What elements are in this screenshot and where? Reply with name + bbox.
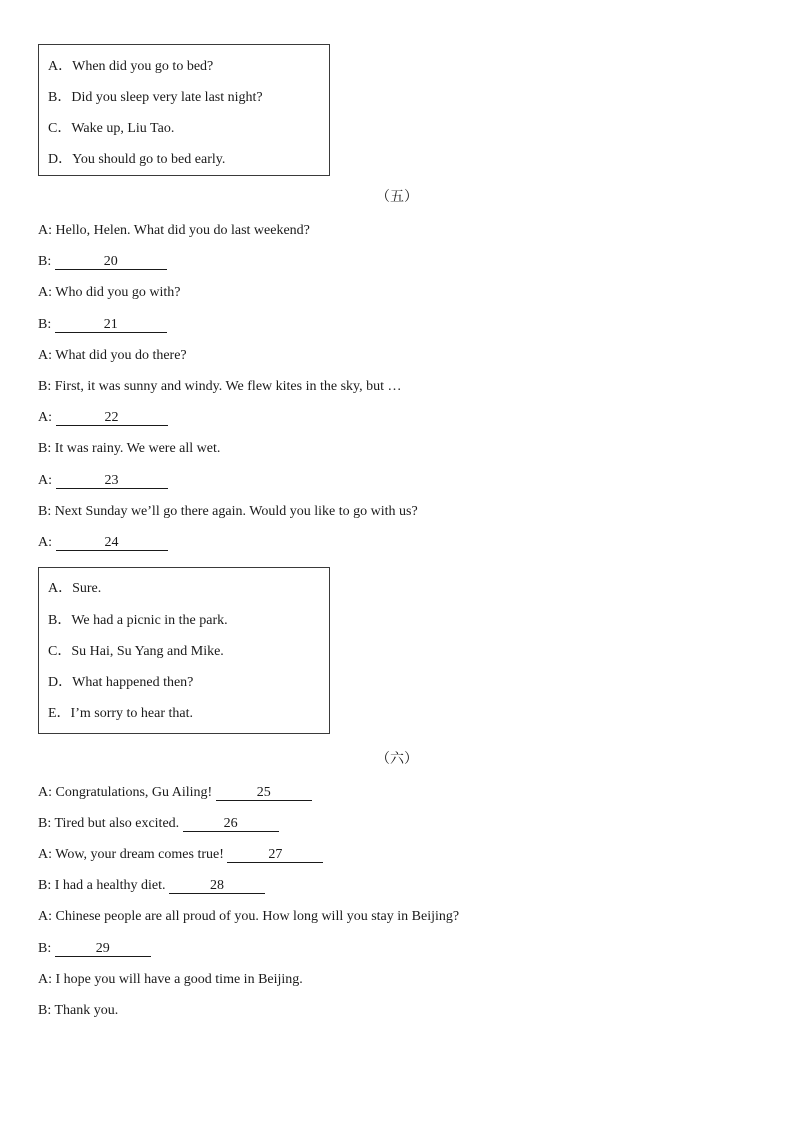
answer-blank-29[interactable]: 29 <box>55 941 151 957</box>
options-box-1 <box>38 44 330 176</box>
dialogue-line <box>38 815 279 833</box>
dialogue-line: B: Next Sunday we’ll go there again. Would you like to go with us? <box>38 504 418 519</box>
option-b: B．We had a picnic in the park. <box>48 613 228 628</box>
speaker-prefix: A: <box>38 410 56 425</box>
speaker-prefix: B: <box>38 941 55 956</box>
answer-blank-27[interactable]: 27 <box>227 847 323 863</box>
speaker-prefix: A: <box>38 535 56 550</box>
speaker-prefix: B: <box>38 254 55 269</box>
option-e: E．I’m sorry to hear that. <box>48 706 194 721</box>
dialogue-line: B: Thank you. <box>38 1003 119 1018</box>
option-d: D．What happened then? <box>48 675 194 690</box>
speaker-prefix: B: <box>38 317 55 332</box>
option-c: C．Wake up, Liu Tao. <box>48 121 175 136</box>
options-box-2 <box>38 567 330 734</box>
option-d: D．You should go to bed early. <box>48 152 226 167</box>
speaker-prefix: B: Tired but also excited. <box>38 816 183 831</box>
answer-blank-24[interactable]: 24 <box>56 535 168 551</box>
section-5-heading: （五） <box>376 190 418 205</box>
answer-blank-23[interactable]: 23 <box>56 473 168 489</box>
answer-blank-28[interactable]: 28 <box>169 878 265 894</box>
dialogue-line <box>38 409 168 427</box>
dialogue-line <box>38 472 168 490</box>
dialogue-line <box>38 534 168 552</box>
dialogue-line <box>38 784 312 802</box>
speaker-prefix: A: Congratulations, Gu Ailing! <box>38 785 216 800</box>
dialogue-line: A: Hello, Helen. What did you do last weekend? <box>38 223 310 238</box>
answer-blank-26[interactable]: 26 <box>183 816 279 832</box>
section-6-heading: （六） <box>376 752 418 767</box>
option-a: A．Sure. <box>48 581 102 596</box>
answer-blank-20[interactable]: 20 <box>55 254 167 270</box>
dialogue-line: B: It was rainy. We were all wet. <box>38 441 221 456</box>
option-a: A．When did you go to bed? <box>48 59 214 74</box>
dialogue-line: A: Who did you go with? <box>38 285 181 300</box>
dialogue-line: B: First, it was sunny and windy. We flew kites in the sky, but … <box>38 379 402 394</box>
speaker-prefix: A: Wow, your dream comes true! <box>38 847 228 862</box>
dialogue-line <box>38 940 151 958</box>
option-c: C．Su Hai, Su Yang and Mike. <box>48 644 224 659</box>
dialogue-line <box>38 316 167 334</box>
dialogue-line <box>38 877 265 895</box>
dialogue-line <box>38 253 167 271</box>
dialogue-line <box>38 846 323 864</box>
answer-blank-21[interactable]: 21 <box>55 317 167 333</box>
speaker-prefix: A: <box>38 473 56 488</box>
answer-blank-25[interactable]: 25 <box>216 785 312 801</box>
speaker-prefix: B: I had a healthy diet. <box>38 878 170 893</box>
option-b: B．Did you sleep very late last night? <box>48 90 263 105</box>
dialogue-line: A: What did you do there? <box>38 348 187 363</box>
answer-blank-22[interactable]: 22 <box>56 410 168 426</box>
dialogue-line: A: Chinese people are all proud of you. How long will you stay in Beijing? <box>38 909 460 924</box>
dialogue-line: A: I hope you will have a good time in Beijing. <box>38 972 303 987</box>
